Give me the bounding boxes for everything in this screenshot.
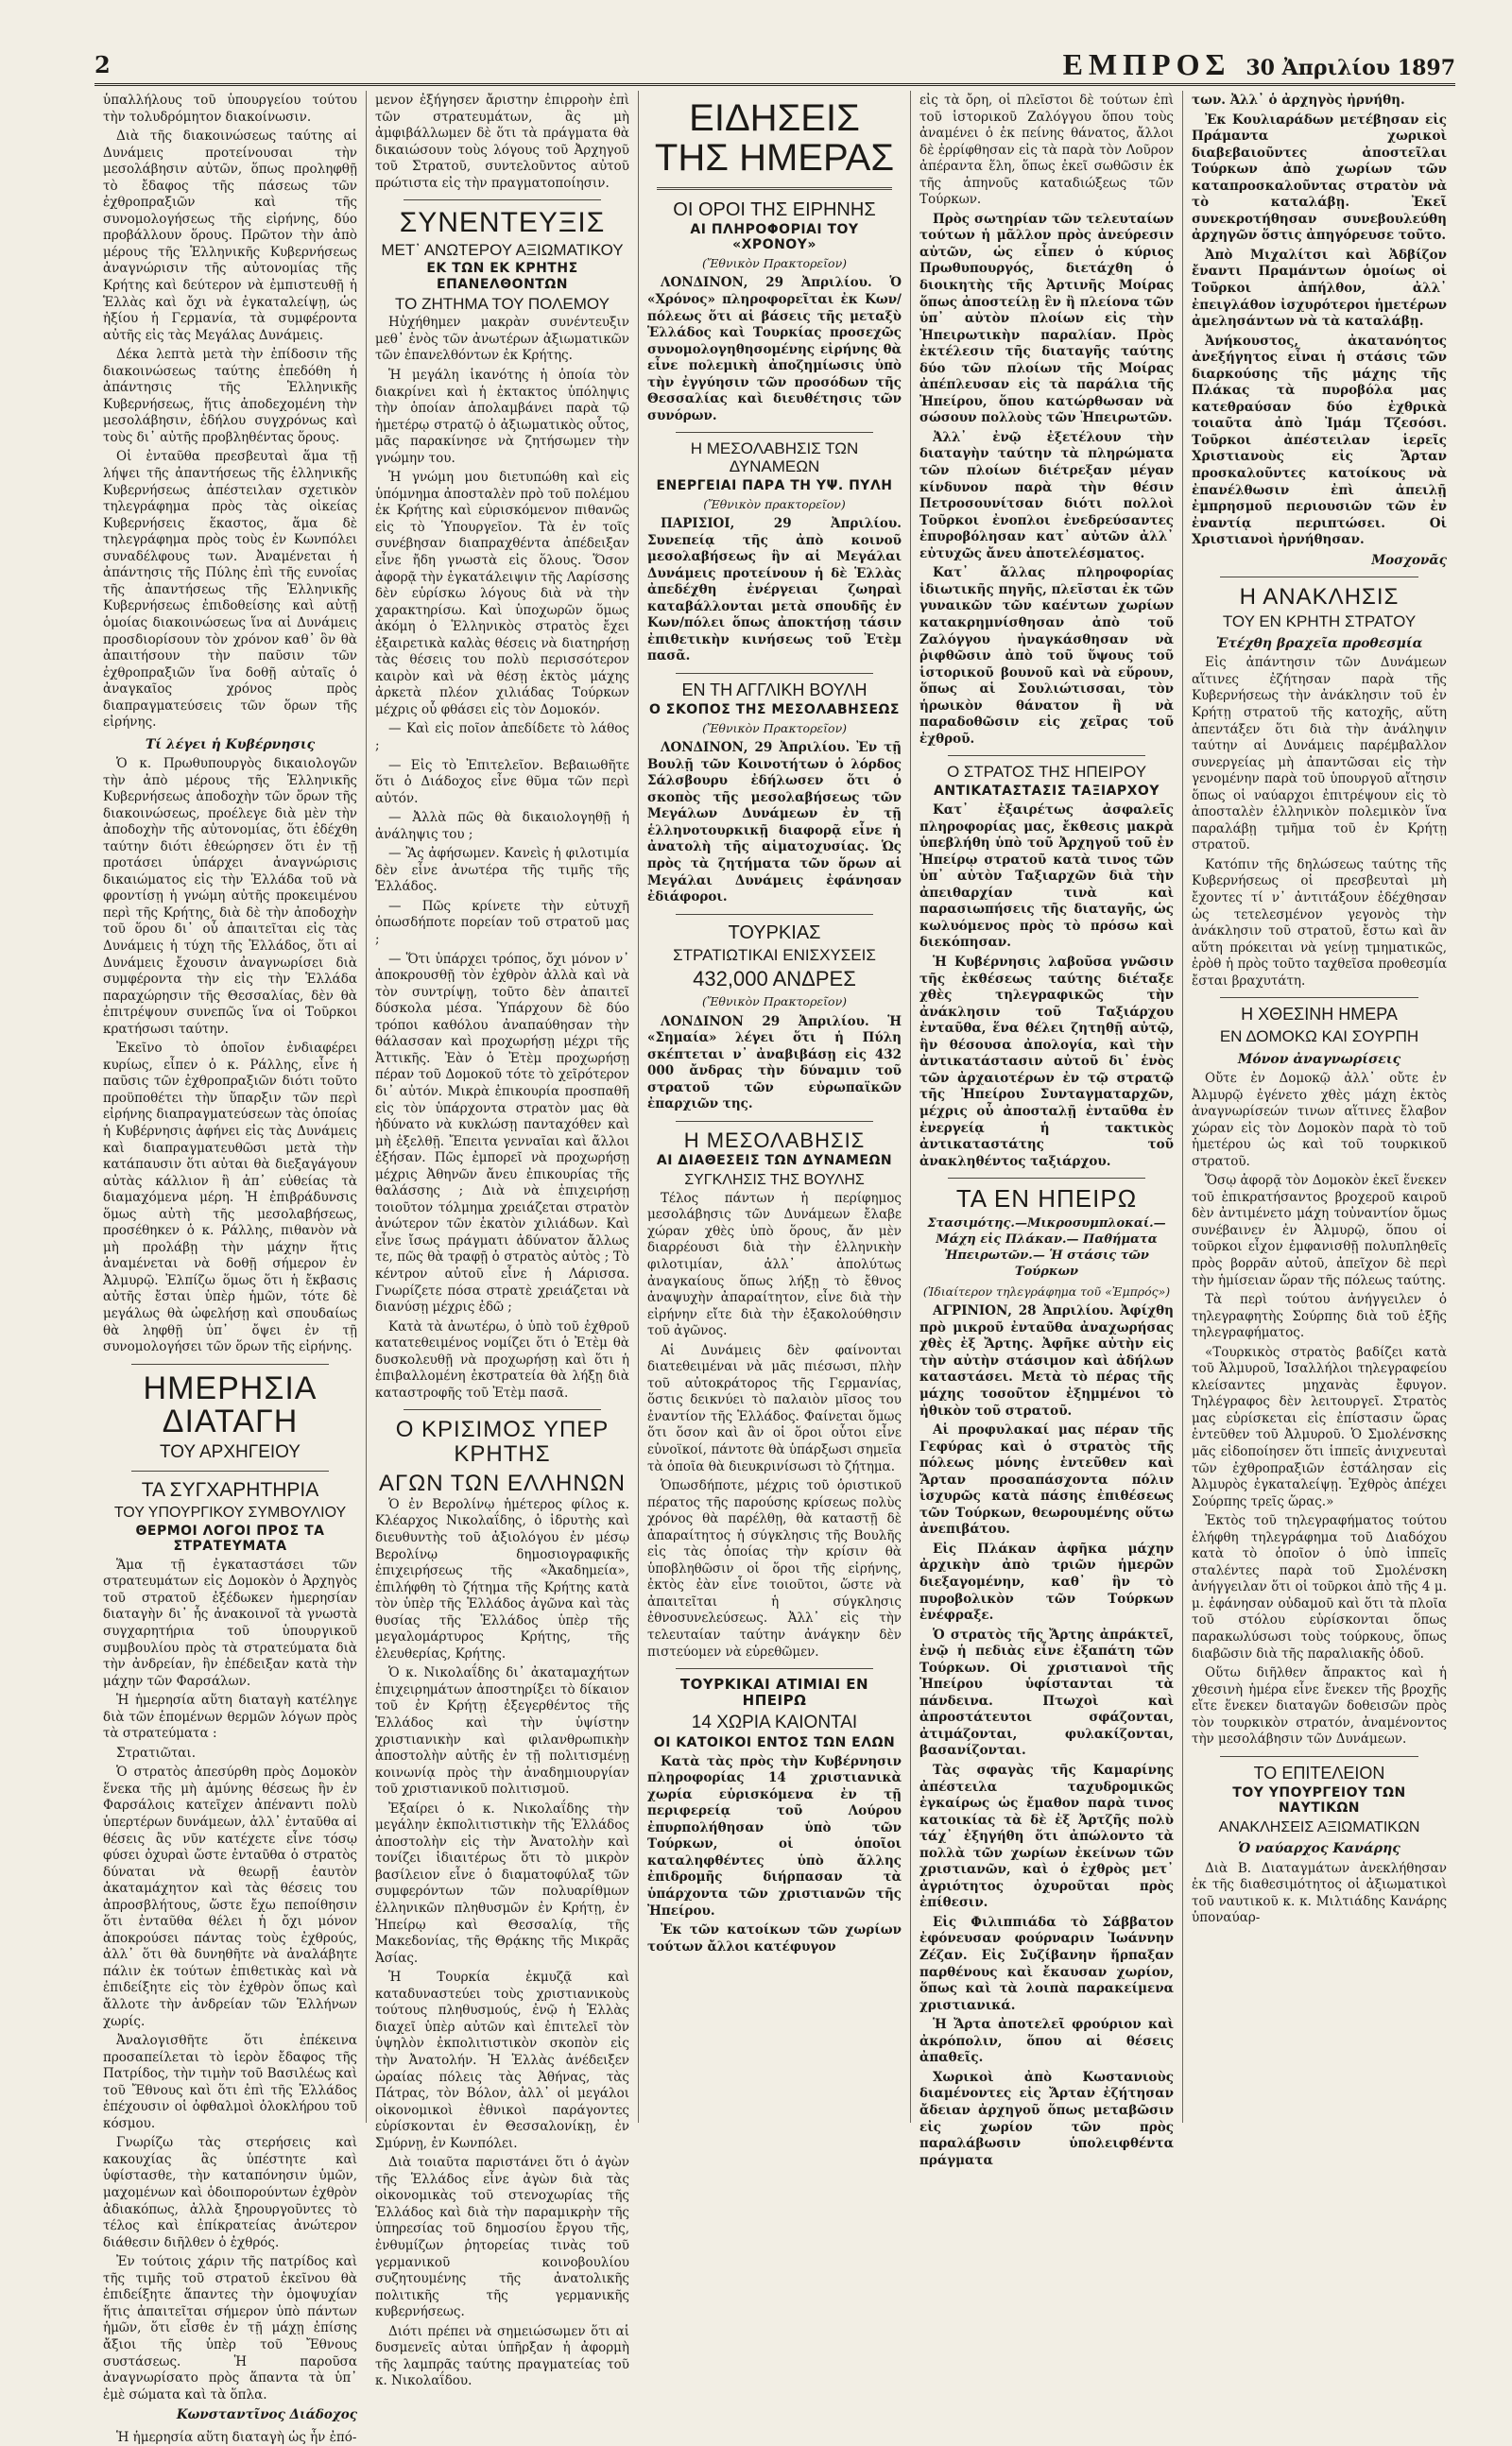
headline: ΕΚ ΤΩΝ ΕΚ ΚΡΗΤΗΣ ΕΠΑΝΕΛΘΟΝΤΩΝ	[426, 261, 578, 292]
article-paragraph: Ἀναλογισθῆτε ὅτι ἐπέκεινα προσαπείλεται τὸ ἱερὸν ἔδαφος τῆς Πατρίδος, τὴν τιμὴν τοῦ Βασιλέως καὶ τοῦ Ἔθνους καὶ ὅτι ἐπὶ τῆς Ἑλλάδος ἐπέχουσιν οἱ ὀφθαλμοὶ ὁλοκλήρου τοῦ κόσμου.	[103, 2033, 357, 2131]
headline: ΕΝΕΡΓΕΙΑΙ ΠΑΡΑ ΤΗ ΥΨ. ΠΥΛΗ	[656, 477, 893, 493]
news-source: (Ἔθνικὸν πρακτορεῖον)	[703, 496, 846, 511]
headline: ΗΜΕΡΗΣΙΑ ΔΙΑΤΑΓΗ	[143, 1369, 318, 1440]
headline: ΣΥΝΕΝΤΕΥΞΙΣ	[399, 207, 606, 239]
divider	[404, 199, 601, 200]
news-source: (Ἰδιαίτερον τηλεγράφημα τοῦ «Ἐμπρός»)	[922, 1284, 1171, 1299]
headline: Ο ΣΤΡΑΤΟΣ ΤΗΣ ΗΠΕΙΡΟΥ	[946, 763, 1147, 782]
headline: 432,000 ΑΝΔΡΕΣ	[693, 967, 856, 991]
masthead	[94, 45, 1455, 86]
headline: Ο ΚΡΙΣΙΜΟΣ ΥΠΕΡ ΚΡΗΤΗΣ	[395, 1417, 610, 1467]
page-number: 2	[94, 50, 112, 78]
article-paragraph: Πρὸς σωτηρίαν τῶν τελευταίων τούτων ἡ μᾶλλον πρὸς ἀνεύρεσιν αὐτῶν, ὡς εἶπεν ὁ κύριος Πρωθυπουργός, διετάχθη ὁ διοικητὴς τῆς Ἀρτινῆς Μοίρας ὅπως ἀποστείλῃ ἓν ἢ πλείονα τῶν ὑπ᾿ αὐτὸν πλοίων εἰς τὴν Ἠπειρωτικὴν παραλίαν. Πρὸς ἐκτέλεσιν τῆς διαταγῆς ταύτης δύο τῶν πλοίων τῆς Μοίρας ἀπέπλευσαν εἰς τὰ παράλια τῆς Ἠπείρου, ὅπου κατώρθωσαν νὰ σώσουν πολλοὺς τῶν Ἠπειρωτῶν.	[919, 211, 1174, 426]
headline: Η ΧΘΕΣΙΝΗ ΗΜΕΡΑ	[1241, 1005, 1398, 1025]
subheading: Τί λέγει ἡ Κυβέρνησις	[145, 736, 316, 752]
divider	[676, 432, 873, 433]
headline: ΑΙ ΠΛΗΡΟΦΟΡΙΑΙ ΤΟΥ «ΧΡΟΝΟΥ»	[690, 222, 859, 253]
article-paragraph: — Ἀλλὰ πῶς θὰ δικαιολογηθῇ ἡ ἀνάληψις του ;	[375, 810, 629, 842]
article-paragraph: «Τουρκικὸς στρατὸς βαδίζει κατὰ τοῦ Ἀλμυροῦ, Ἰσαλλήλοι τηλεγραφείου κλείσαντες μηχανὰς ἔφυγον. Τηλέγραφος δὲν λειτουργεῖ. Στρατὸς μας εὑρίσκεται εἰς ἐπίστασιν ὥρας ἐντεῦθεν τοῦ Ἀλμυροῦ. Ὁ Σμολένσκης μᾶς εἰδοποίησεν ὅτι ἱππεῖς ἀνιχνευταὶ τῶν ἐχθροπραξιῶν ἐστάλησαν εἰς Ἀλμυρὸς ἐγκαταλείψῃ. Ἐχθρὸς ἀπέχει Σούρπης τρεῖς ὥρας.»	[1192, 1344, 1447, 1509]
article-paragraph: Ἡ μεγάλη ἱκανότης ἡ ὁποία τὸν διακρίνει καὶ ἡ ἐκτακτος ὑπόληψις τὴν ὁποίαν ἀπολαμβάνει παρὰ τῷ ἡμετέρῳ στρατῷ ὁ ἀξιωματικὸς οὗτος, μᾶς παρακίνησε νὰ ζητήσωμεν τὴν γνώμην του.	[375, 367, 629, 466]
masthead-title	[1063, 47, 1455, 82]
column-4	[911, 91, 1183, 2168]
article-paragraph: Ηὐχήθημεν μακρὰν συνέντευξιν μεθ᾿ ἑνὸς τῶν ἀνωτέρων ἀξιωματικῶν τῶν ἐπανελθόντων ἐκ Κρήτης.	[375, 315, 629, 364]
article-paragraph: — Ἂς ἀφήσωμεν. Κανεὶς ἡ φιλοτιμία δὲν εἶνε ἀνωτέρα τῆς τιμῆς τῆς Ἑλλάδος.	[375, 846, 629, 895]
divider	[1220, 997, 1418, 998]
article-paragraph: Δέκα λεπτὰ μετὰ τὴν ἐπίδοσιν τῆς διακοινώσεως ταύτης ἐπεδόθη ἡ ἀπάντησις τῆς Ἑλληνικῆς Κυβερνήσεως, ἥτις ἀποδεχομένη τὴν μεσολάβησιν, ἐδήλου συγχρόνως καὶ τοὺς δι᾿ αὐτῆς προβληθέντας ὅρους.	[103, 347, 357, 445]
news-source: (Ἔθνικὸν Πρακτορεῖον)	[701, 256, 848, 271]
column-1	[94, 91, 367, 2445]
headline: ΣΤΡΑΤΙΩΤΙΚΑΙ ΕΝΙΣΧΥΣΕΙΣ	[673, 945, 876, 964]
article-paragraph: Ὁ κ. Νικολαΐδης δι᾿ ἀκαταμαχήτων ἐπιχειρημάτων ἀποστηρίξει τὸ δίκαιον τοῦ ἐν Κρήτῃ ἐξεγερθέντος τῆς Ἑλλάδος καὶ τὴν ὑψίστην χριστιανικὴν καὶ φιλανθρωπικὴν ἀποστολὴν αὐτῆς ἐν τῇ πολιτισμένῃ κοινωνίᾳ πρὸς τὴν ἀναδημιουργίαν τοῦ χριστιανικοῦ πολιτισμοῦ.	[375, 1665, 629, 1798]
article-paragraph: Εἰς Φιλιππιάδα τὸ Σάββατον ἐφόνευσαν φούρναριν Ἰωάννην Ζέζαν. Εἰς Συζίβανην ἥρπαξαν παρθένους καὶ ἔκαυσαν χωρίον, ὅπως καὶ τὰ λοιπὰ παρακείμενα χριστιανικά.	[919, 1914, 1174, 2013]
divider	[676, 673, 873, 674]
divider	[948, 1178, 1145, 1179]
news-source: (Ἔθνικὸν Πρακτορεῖον)	[701, 720, 848, 735]
article-paragraph: Κατὰ τὰς πρὸς τὴν Κυβέρνησιν πληροφορίας 14 χριστιανικὰ χωρία εὑρισκόμενα ἐν τῇ περιφερείᾳ τοῦ Λούρου ἐπυρπολήθησαν ὑπὸ τῶν Τούρκων, οἱ ὁποῖοι καταληφθέντες ὑπὸ ἄλλης ἐπιδρομῆς διήρπασαν τὰ ὑπάρχοντα τῶν χριστιανῶν τῆς Ἠπείρου.	[647, 1753, 902, 1919]
headline: Η ΑΝΑΚΛΗΣΙΣ	[1239, 584, 1400, 611]
subheading: Στασιμότης.—Μικροσυμπλοκαί.— Μάχη εἰς Πλάκαν.— Παθήματα Ἠπειρωτῶν.— Ἡ στάσις τῶν Τούρκων	[927, 1216, 1166, 1280]
article-paragraph: Εἰς ἀπάντησιν τῶν Δυνάμεων αἵτινες ἐζήτησαν παρὰ τῆς Κυβερνήσεως τὴν ἀνάκλησιν τοῦ ἐν Κρήτῃ στρατοῦ τῆς κατοχῆς, αὕτη ἀπεντάξεν ὅτι διὰ τὴν ἀνάληψιν ταύτην αἱ Δυνάμεις παρέμβαλλον συνεργείας μὴ ἀπαντῶσαι εἰς τὴν γενομένην παρὰ τοῦ ὑπουργοῦ αἴτησιν ὅπως οἱ ναύαρχοι ἐπιτρέψουν εἰς τὸ ἀποσταλὲν ἑλληνικὸν πολεμικὸν ἵνα παραλάβῃ τμῆμα τοῦ ἐν Κρήτῃ στρατοῦ.	[1192, 655, 1447, 853]
news-source: (Ἔθνικὸν Πρακτορεῖον)	[701, 994, 848, 1009]
article-paragraph: Ἡ ἡμερησία αὕτη διαταγὴ κατέληγε διὰ τῶν ἑπομένων θερμῶν λόγων πρὸς τὰ στρατεύματα :	[103, 1693, 357, 1742]
headline: ΕΝ ΔΟΜΟΚΩ ΚΑΙ ΣΟΥΡΠΗ	[1219, 1027, 1419, 1046]
article-paragraph: Ἡ Τουρκία ἐκμυζᾷ καὶ καταδυναστεύει τοὺς χριστιανικοὺς τούτους πληθυσμούς, ἐνῷ ἡ Ἑλλὰς διαχεῖ ὑπὲρ αὐτῶν καὶ ἐπιτελεῖ τὸν ὑψηλὸν ἐκπολιτιστικὸν σκοπὸν εἰς τὴν Ἀνατολήν. Ἡ Ἑλλὰς ἀνέδειξεν ὡραίας πόλεις τὰς Ἀθήνας, τὰς Πάτρας, τὸν Βόλον, ἀλλ᾿ οἱ μεγάλοι οἰκονομικοὶ ἐθνικοὶ παράγοντες εὑρίσκονται ἐν Θεσσαλονίκῃ, ἐν Σμύρνῃ, ἐν Κωνπόλει.	[375, 1970, 629, 2151]
subheading: Ὁ ναύαρχος Κανάρης	[1238, 1841, 1400, 1857]
article-paragraph: — Εἰς τὸ Ἐπιτελεῖον. Βεβαιωθῆτε ὅτι ὁ Διάδοχος εἶνε θῦμα τῶν περὶ αὐτόν.	[375, 757, 629, 806]
article-paragraph: Χωρικοὶ ἀπὸ Κωστανιοὺς διαμένοντες εἰς Ἄρταν ἐζήτησαν ἄδειαν ἀρχηγοῦ ὅπως μεταβῶσιν εἰς χωρίον τῶν πρὸς παραλάβωσιν ὑπολειφθέντα πράγματα	[919, 2069, 1174, 2168]
headline: ΑΓΩΝ ΤΩΝ ΕΛΛΗΝΩΝ	[379, 1470, 626, 1496]
article-paragraph: — Πῶς κρίνετε τὴν εὐτυχῆ ὁπωσδήποτε πορείαν τοῦ στρατοῦ μας ;	[375, 898, 629, 948]
article-paragraph: Κατ᾿ ἄλλας πληροφορίας ἰδιωτικῆς πηγῆς, πλεῖσται ἐκ τῶν γυναικῶν τῶν καέντων χωρίων κατακρημνίσθησαν ἀπὸ τοῦ Ζαλόγγου ἠναγκάσθησαν νὰ ῥιφθῶσιν ἀπὸ τοῦ ὕψους τοῦ ἱστορικοῦ βουνοῦ καὶ νὰ εὕρουν, ὅπως αἱ Σουλιώτισσαι, τὸν ἡρωικὸν θάνατον ἢ νὰ παραδοθῶσιν εἰς χεῖρας τοῦ ἐχθροῦ.	[919, 565, 1174, 747]
article-paragraph: Ἡ γνώμη μου διετυπώθη καὶ εἰς ὑπόμνημα ἀποσταλὲν πρὸ τοῦ πολέμου ἐκ Κρήτης καὶ εὑρισκόμενον πιθανῶς εἰς τὸ Ὑπουργεῖον. Τὰ ἐν τοῖς συνέβησαν διαπραχθέντα ἀπέδειξαν εἶνε ἤδη γνωστὰ εἰς ὅλους. Ὅσον ἀφορᾷ τὴν ἐγκατάλειψιν τῆς Λαρίσσης δὲν εὑρίσκω λόγους διὰ νὰ τὴν χαρακτηρίσω. Καὶ ὑποχωρῶν ὅμως ἀκόμη ὁ Ἑλληνικὸς στρατὸς ἔχει ἐξαιρετικὰ καλὰς θέσεις νὰ διατηρήσῃ τὰς θέσεις του πολὺ περισσότερον καιρὸν καὶ νὰ θέσῃ ἐκτὸς μάχης ἀρκετὰ πλέον χιλιάδας Τούρκων μέχρις οὗ φθάσει εἰς τὸν Δομοκόν.	[375, 470, 629, 717]
article-paragraph: Ὁ στρατὸς τῆς Ἄρτης ἀπράκτεῖ, ἐνῷ ἡ πεδιὰς εἶνε ἐξαπάτη τῶν Τούρκων. Οἱ χριστιανοὶ τῆς Ἠπείρου ὑφίστανται τὰ πάνδεινα. Πτωχοὶ καὶ ἀπροστάτευτοι σφάζονται, ἀτιμάζονται, φυλακίζονται, βασανίζονται.	[919, 1627, 1174, 1759]
headline: ΑΙ ΔΙΑΘΕΣΕΙΣ ΤΩΝ ΔΥΝΑΜΕΩΝ	[656, 1153, 893, 1169]
article-paragraph: ΑΓΡΙΝΙΟΝ, 28 Ἀπριλίου. Ἀφίχθη πρὸ μικροῦ ἐνταῦθα ἀναχωρήσας χθὲς ἐξ Ἄρτης. Ἀφῆκε αὐτὴν εἰς τὴν αὐτὴν στάσιμον καὶ ἀδήλων καταστάσει. Μετὰ τὸ πέρας τῆς μάχης τοσοῦτον ἐξημμένοι τὸ ἠθικὸν τοῦ στρατοῦ.	[919, 1303, 1174, 1419]
issue-date: 30 Ἀπριλίου 1897	[1246, 55, 1455, 80]
article-paragraph: Οὔτε ἐν Δομοκῷ ἀλλ᾿ οὔτε ἐν Ἀλμυρῷ ἐγένετο χθὲς μάχη ἐκτὸς ἀναγνωρίσεών τινων αἵτινες ἔλαβον χώραν εἰς τὸν Δομοκὸν παρὰ τὸ τοῦ ἡμετέρου ὡς καὶ τοῦ τουρκικοῦ στρατοῦ.	[1192, 1070, 1447, 1169]
article-paragraph: Ἐκ Κουλιαράδων μετέβησαν εἰς Πράμαντα χωρικοὶ διαβεβαιοῦντες ἀποστεῖλαι Τούρκων ἀπὸ χωρίων τῶν καταπροσκαλοῦντας στρατὸν νὰ τὸ καταλάβῃ. Ἐκεῖ συνεκροτήθησαν συνεβουλεύθη ἀρχηγῶν ὅστις ἀπηγόρευσε τοῦτο.	[1192, 112, 1447, 244]
article-paragraph: Ἀλλ᾿ ἐνῷ ἐξετέλουν τὴν διαταγὴν ταύτην τὰ πληρώματα τῶν πλοίων διέτρεξαν μέγαν κίνδυνον παρὰ τὴν θέσιν Πετροσουνίτσαν διότι πολλοὶ Τοῦρκοι ἐνοπλοι ἐνεδρεύσαντες ἐπυροβόλησαν κατ᾿ αὐτῶν ἀλλ᾿ εὐτυχῶς ἄνευ ἀποτελέσματος.	[919, 429, 1174, 561]
article-paragraph: Οὕτω διῆλθεν ἄπρακτος καὶ ἡ χθεσινὴ ἡμέρα εἶνε ἕνεκεν τῆς βροχῆς εἴτε ἕνεκεν διαταγῶν δοθεισῶν πρὸς τὸν τουρκικὸν στρατόν, ἀναμένοντος τὴν μεσολάβησιν τῶν Δυνάμεων.	[1192, 1665, 1447, 1748]
article-paragraph: Διὰ Β. Διαταγμάτων ἀνεκλήθησαν ἐκ τῆς διαθεσιμότητος οἱ ἀξιωματικοὶ τοῦ ναυτικοῦ κ. κ. Μιλτιάδης Κανάρης ὑποναύαρ-	[1192, 1860, 1447, 1926]
article-paragraph: ὑπαλλήλους τοῦ ὑπουργείου τούτου τὴν τολυδρόμητον διακοίνωσιν.	[103, 93, 357, 125]
article-paragraph: Ὁ στρατὸς ἀπεσύρθη πρὸς Δομοκὸν ἕνεκα τῆς μὴ ἀμύνης θέσεως ἣν ἐν Φαρσάλοις κατεῖχεν ἀπέναντι πολὺ ὑπερτέρων δυνάμεων, ἀλλ᾿ ἐνταῦθα αἱ θέσεις ἂς νῦν κατέχετε εἶνε τόσῳ φύσει ὀχυραὶ ὥστε ἐνταῦθα ὁ στρατὸς δύναται νὰ θεωρῇ ἑαυτὸν ἀκαταμάχητον καὶ τὰς θέσεις του ἀπροσβλήτους, ὥστε ἔχω πεποίθησιν ὅτι ἐνταῦθα θέλει ἡ ὄχι μόνον ἀποκρούσει πάντας τοὺς ἐχθρούς, ἀλλ᾿ ὅτι θὰ δυνηθῆτε νὰ ἀναλάβητε πάλιν ἐκ τούτων ἐπιθετικὰς καὶ νὰ ἐπιδείξητε εἰς τὸν ἐχθρὸν ὅπως καὶ ἄλλοτε τὴν ἀνδρείαν τῶν Ἑλλήνων χωρίς.	[103, 1765, 357, 2029]
article-paragraph: Διὰ τῆς διακοινώσεως ταύτης αἱ Δυνάμεις προτείνουσαι τὴν μεσολάβησιν αὐτῶν, ὅπως προληφθῇ τὸ ἔδαφος τῆς πάσεως τῶν ἐχθροπραξιῶν καὶ τῆς συνομολογήσεως τῆς εἰρήνης, δύο προβάλλουν ὅρους. Πρῶτον τὴν ἀπὸ μέρους τῆς Ἑλληνικῆς Κυβερνήσεως ἀναγνώρισιν τῆς αὐτονομίας τῆς Κρήτης καὶ δεύτερον νὰ ἐμπιστευθῇ ἡ Ἑλλὰς καὶ ὄχι νὰ ἐγκαταλείψῃ, ὡς ἠξίου ἡ Γερμανία, τὰ συμφέροντα αὐτῆς εἰς τὰς Μεγάλας Δυνάμεις.	[103, 129, 357, 343]
headline: ΤΟΥ ΥΠΟΥΡΓΕΙΟΥ ΤΩΝ ΝΑΥΤΙΚΩΝ	[1232, 1784, 1406, 1816]
article-paragraph: Ἐν τούτοις χάριν τῆς πατρίδος καὶ τῆς τιμῆς τοῦ στρατοῦ ἐκεῖνου θὰ ἐπιδείξητε ἅπαντες τὴν ὁμοψυχίαν ἥτις ἀπαιτεῖται σήμερον ὑπὸ πάντων ἡμῶν, ὅτι εἶσθε ἐν τῇ μάχῃ ἐπίσης ἄξιοι τῆς ὑπὲρ τοῦ Ἔθνους συστάσεως. Ἡ παροῦσα ἀναγνωρίσατο πρὸς ἅπαντα τὰ ὑπ᾿ ἐμὲ σώματα καὶ τὰ ὅπλα.	[103, 2254, 357, 2403]
subheading: Μόνον ἀναγνωρίσεις	[1237, 1051, 1401, 1067]
headline: ΤΟΥΡΚΙΑΣ	[728, 922, 821, 943]
article-paragraph: Ὁ ἐν Βερολίνῳ ἡμέτερος φίλος κ. Κλέαρχος Νικολαΐδης, ὁ ἱδρυτὴς καὶ διευθυντὴς τοῦ ἀξιολόγου ἐν μέσῳ Βερολίνῳ δημοσιογραφικῆς ἐπιχειρήσεως τῆς «Ἀκαδημεία», ἐπιλήφθη τὸ ζήτημα τῆς Κρήτης κατὰ τὸν ὑπὲρ τῆς Ἑλλάδος ἀγῶνα καὶ τὰς θυσίας τῆς Ἑλλάδος ὑπὲρ τῆς μεγαλομάρτυρος Κρήτης, τῆς ἐλευθερίας, Κρήτης.	[375, 1496, 629, 1662]
article-paragraph: Τέλος πάντων ἡ περίφημος μεσολάβησις τῶν Δυνάμεων ἔλαβε χώραν χθὲς ὑπὸ ὅρους, ἄν μὲν διαρρέουσι διὰ τὴν ἑλληνικὴν φιλοτιμίαν, ἀλλ᾿ ἀπολύτως ἀναγκαίους ὅπως λήξῃ τὸ ἔθνος ἀναψυχὴν ἀπαραίτητον, εἶνε διὰ τὴν εἰρήνην εἴτε διὰ τὴν ἐξακολούθησιν τοῦ ἀγῶνος.	[647, 1190, 902, 1339]
article-paragraph: Στρατιῶται.	[116, 1745, 197, 1761]
article-paragraph: Αἱ Δυνάμεις δὲν φαίνονται διατεθειμέναι νὰ μᾶς πιέσωσι, πλὴν τοῦ αὐτοκράτορος τῆς Γερμανίας, ὅστις δεικνύει τὸ παλαιὸν μῖσος του ἐναντίον τῆς Ἑλλάδος. Φαίνεται ὅμως ὅτι ὅσον καὶ ἂν οἱ ὅροι οὗτοι εἶνε εὐνοϊκοί, πάντοτε θὰ ὑπάρξωσι σημεῖα τὰ ὁποῖα θὰ διευκρινίσωσι τὸ ζήτημα.	[647, 1342, 902, 1474]
headline: ΘΕΡΜΟΙ ΛΟΓΟΙ ΠΡΟΣ ΤΑ ΣΤΡΑΤΕΥΜΑΤΑ	[135, 1523, 325, 1554]
article-paragraph: ΛΟΝΔΙΝΟΝ, 29 Ἀπριλίου. Ὁ «Χρόνος» πληροφορεῖται ἐκ Κων/πόλεως ὅτι αἱ βάσεις τῆς μεταξὺ Ἑλλάδος καὶ Τουρκίας προσεχῶς συνομολογηθησομένης εἰρήνης θὰ εἶνε πολεμικὴ ἀποζημίωσις ὑπὸ τὴν ἐγγύησιν τῶν προσόδων τῆς Θεσσαλίας καὶ διευθέτησις τῶν συνόρων.	[647, 275, 902, 423]
article-paragraph: Κατόπιν τῆς δηλώσεως ταύτης τῆς Κυβερνήσεως οἱ πρεσβευταὶ μὴ ἔχοντες τί ν᾿ ἀντιτάξουν ἐδέχθησαν ὡς τετελεσμένον γεγονὸς τὴν ἀνάκλησιν τοῦ στρατοῦ, ἔστω καὶ ἂν αὕτη πρόκειται νὰ γείνῃ τμηματικῶς, ἐρὸθ ἡ πρὸς τοῦτο ταχθεῖσα προθεσμία ἔσται βραχυτάτη.	[1192, 856, 1447, 989]
article-paragraph: Ἐκεῖνο τὸ ὁποῖον ἐνδιαφέρει κυρίως, εἶπεν ὁ κ. Ράλλης, εἶνε ἡ παῦσις τῶν ἐχθροπραξιῶν διότι τοῦτο προϋποθέτει τὴν ὕπαρξιν τῶν περὶ εἰρήνης διαπραγματεύσεων τὰς ὁποίας ἡ Κυβέρνησις ἀφήνει εἰς τὰς Δυνάμεις καὶ διαπραγματευθῶσι μετὰ τὴν κατάπαυσιν ὅτι αὐται θὰ διεξαγάγουν αὐτὰς κάλλιον ἢ ἀπ᾿ εὐθείας τὰ διαμαχόμενα μέρη. Ἡ ἐπιβράδυνσις ὅμως αὐτὴ τῆς μεσολαβήσεως, προσέθηκεν ὁ κ. Ράλλης, πιθανὸν νὰ μὴ προλάβῃ τὴν μάχην ἥτις ἀναμένεται νὰ δοθῇ σήμερον ἐν Ἀλμυρῷ. Ἐλπίζω ὅμως ὅτι ἡ ἔκβασις αὐτῆς ἔσται ὑπὲρ ἡμῶν, τότε δὲ μεγάλως θὰ ὠφελήσῃ καὶ σπουδαίως θὰ ληφθῇ ὑπ᾿ ὄψει ἐν τῇ συνομολογήσει τῶν ὅρων τῆς εἰρήνης.	[103, 1041, 357, 1355]
article-paragraph: Διὰ τοιαῦτα παριστάνει ὅτι ὁ ἀγὼν τῆς Ἑλλάδος εἶνε ἀγὼν διὰ τὰς οἰκονομικὰς τοῦ στενοχωρίας τῆς Ἑλλάδος καὶ διὰ τὴν παραμικρὴν τῆς ὑπηρεσίας τοῦ δημοσίου ἔργου τῆς, ἐνθυμίζων ῥητορείας τινὰς τοῦ γερμανικοῦ κοινοβουλίου συζητουμένης τῆς ἀνατολικῆς πολιτικῆς τῆς γερμανικῆς κυβερνήσεως.	[375, 2155, 629, 2320]
article-paragraph: Ἅμα τῇ ἐγκαταστάσει τῶν στρατευμάτων εἰς Δομοκὸν ὁ Ἀρχηγὸς τοῦ στρατοῦ ἐξέδωκεν ἡμερησίαν διαταγὴν δι᾿ ἧς ἀνακοινοῖ τὰ γνωστὰ συγχαρητήρια τοῦ ὑπουργικοῦ συμβουλίου πρὸς τὰ στρατεύματα διὰ τὴν ἀνδρείαν, ἣν ἐπέδειξαν κατὰ τὴν μάχην τῶν Φαρσάλων.	[103, 1557, 357, 1689]
article-paragraph: Τὰ περὶ τούτου ἀνήγγειλεν ὁ τηλεγραφητὴς Σούρπης διὰ τοῦ ἑξῆς τηλεγραφήματος.	[1192, 1292, 1447, 1341]
article-paragraph: Γνωρίζω τὰς στερήσεις καὶ κακουχίας ἃς ὑπέστητε καὶ ὑφίστασθε, τὴν καταπόνησιν ὑμῶν, μαχομένων καὶ ὁδοιπορούντων ἐχθρὸν ἀδιακόπως, ἀλλὰ ξηρουργοῦντες τὸ τέλος καὶ ἐπίκρατείας ἀνώτερον διάθεσιν διῆλθεν ὁ ἐχθρός.	[103, 2135, 357, 2250]
divider	[657, 187, 892, 190]
headline: Η ΜΕΣΟΛΑΒΗΣΙΣ	[683, 1128, 866, 1153]
article-paragraph: Ἡ Ἄρτα ἀποτελεῖ φρούριον καὶ ἀκρόπολιν, ὅπου αἱ θέσεις ἀπαθεῖς.	[919, 2017, 1174, 2066]
article-paragraph: Ἐκ τῶν κατοίκων τῶν χωρίων τούτων ἄλλοι κατέφυγον	[647, 1922, 902, 1955]
article-paragraph: εἰς τὰ ὄρη, οἱ πλεῖστοι δὲ τούτων ἐπὶ τοῦ ἱστορικοῦ Ζαλόγγου ὅπου τοὺς ἀναμένει ὁ ἐκ πείνης θάνατος, ἄλλοι δὲ ἐρρίφθησαν εἰς τὰ παρὰ τὸν Λοῦρον ἀπέραντα ἕλη, ὅπως ἐκεῖ σωθῶσιν ἐκ τῆς ἀπηνοῦς καταδιώξεως τῶν Τούρκων.	[919, 93, 1174, 208]
article-paragraph: Διότι πρέπει νὰ σημειώσωμεν ὅτι αἱ δυσμενεῖς αὐται ὑπῆρξαν ἡ ἀφορμὴ τῆς λαμπρᾶς ταύτης πραγματείας τοῦ κ. Νικολαΐδου.	[375, 2323, 629, 2389]
article-paragraph: ΠΑΡΙΣΙΟΙ, 29 Ἀπριλίου. Συνεπείᾳ τῆς ἀπὸ κοινοῦ μεσολαβήσεως ἣν αἱ Μεγάλαι Δυνάμεις προτείνουν ἡ δὲ Ἑλλὰς ἀπεδέχθη ἐνέργειαι ζωηραὶ καταβάλλονται μετὰ σπουδῆς ἐν Κων/πόλει ὅπως ἀποκτήσῃ τάσιν ἐπιθετικὴν κινήσεως τοῦ Ἐτὲμ πασᾶ.	[647, 516, 902, 664]
headline: ΟΙ ΟΡΟΙ ΤΗΣ ΕΙΡΗΝΗΣ	[673, 199, 876, 220]
article-paragraph: — Ὅτι ὑπάρχει τρόπος, ὄχι μόνον ν᾿ ἀποκρουσθῇ τὸν ἐχθρὸν ἀλλὰ καὶ νὰ τὸν συντρίψῃ, τοῦτο δὲν ἀπαιτεῖ δύσκολα μέσα. Ὑπάρχουν δὲ δύο τρόποι καθόλου ἀναπαύθησαν τὴν θάλασσαν καὶ προχωρήσῃ μέχρι τῆς Ἀττικῆς. Ἐὰν ὁ Ἐτὲμ προχωρήσῃ πέραν τοῦ Δομοκοῦ τότε τὸ χεῖρότερον δι᾿ αὐτόν. Μικρὰ ἐπικουρία προσπαθῆ εἰς τὸν ὑπάρχοντα στρατὸν μας θὰ ἠδύνατο νὰ κυκλώσῃ πανταχόθεν καὶ μὴ ἐξελθῇ. Ἔπειτα γενναῖαι καὶ ἄλλοι ἐξήσαν. Πῶς ἐμπορεῖ νὰ προχωρήσῃ μέχρις Ἀθηνῶν ἄνευ ἐπικουρίας τῆς θαλάσσης ; Διὰ νὰ ἐπιχειρήσῃ τοιοῦτον τόλμημα χρειάζεται στρατὸν ἀνώτερον τῶν ἑκατὸν χιλιάδων. Καὶ εἶνε ἴσως πράγματι ἀδύνατον ἄλλως τε, πῶς θὰ τραφῇ ὁ στρατὸς αὐτὸς ; Τὸ κέντρον αὐτοῦ εἶνε ἡ Λάρισσα. Γνωρίζετε πόσα στρατὲ χρειάζεται νὰ διανύσῃ μέχρις ἐδῶ ;	[375, 951, 629, 1316]
article-paragraph: μενον ἐξήγησεν ἄριστην ἐπιρροὴν ἐπὶ τῶν στρατευμάτων, ἂς μὴ ἀμφιβάλλωμεν δὲ ὅτι τὰ πράγματα θὰ δικαιώσουν τοὺς λόγους τοῦ Ἀρχηγοῦ τοῦ Στρατοῦ, συντελοῦντος αὐτοῦ πρώτιστα εἰς τὴν πραγματοποίησιν.	[375, 93, 629, 191]
headline: ΤΟ ΖΗΤΗΜΑ ΤΟΥ ΠΟΛΕΜΟΥ	[395, 294, 610, 313]
subheading: Ἐτέχθη βραχεῖα προθεσμία	[1215, 636, 1423, 652]
headline: 14 ΧΩΡΙΑ ΚΑΙΟΝΤΑΙ	[691, 1712, 858, 1732]
headline: ΑΝΑΚΛΗΣΕΙΣ ΑΞΙΩΜΑΤΙΚΩΝ	[1218, 1818, 1420, 1835]
article-paragraph: Κατ᾿ ἐξαιρέτως ἀσφαλεῖς πληροφορίας μας, ἔκθεσις μακρὰ ὑπεβλήθη ὑπὸ τοῦ Ἀρχηγοῦ τοῦ ἐν Ἠπείρῳ στρατοῦ κατὰ τινος τῶν ὑπ᾿ αὐτὸν Ταξιαρχῶν διὰ τὴν ἀπειθαρχίαν τινὰ καὶ παρασιωπήσεις τῆς διαταγῆς, ὡς κωλυόμενος πρὸς τὸ πρόσω καὶ διεκόπησαν.	[919, 802, 1174, 951]
headline: ΣΥΓΚΛΗΣΙΣ ΤΗΣ ΒΟΥΛΗΣ	[684, 1172, 865, 1189]
signature: Κωνσταντῖνος Διάδοχος	[176, 2407, 357, 2423]
article-paragraph: Ἡ ἡμερησία αὕτη διαταγὴ ὡς ἦν ἐπό-	[116, 2429, 357, 2445]
article-paragraph: Ἐκτὸς τοῦ τηλεγραφήματος τούτου ἐλήφθη τηλεγράφημα τοῦ Διαδόχου κατὰ τὸ ὁποῖον ὁ ὑπὸ ἱππεῖς σταλέντες παρὰ τοῦ Σμολένσκη ἀνήγγειλαν ὅτι οἱ τοῦρκοι ἀπὸ τῆς 4 μ. μ. ἐφάνησαν οὐδαμοῦ καὶ ὅτι τὰ πλοῖα τοῦ στόλου εὑρίσκονται ὅπως παρακωλύσωσι τοὺς τούρκους, ὅπως διαβῶσιν διὰ τῆς παραλιακῆς ὁδοῦ.	[1192, 1513, 1447, 1662]
headline: ΤΑ ΣΥΓΧΑΡΗΤΗΡΙΑ	[141, 1478, 319, 1501]
column-2	[367, 91, 639, 2389]
section-title: ΕΙΔΗΣΕΙΣ ΤΗΣ ΗΜΕΡΑΣ	[654, 97, 895, 179]
article-paragraph: Οἱ ἐνταῦθα πρεσβευταὶ ἅμα τῇ λήψει τῆς ἀπαντήσεως τῆς ἑλληνικῆς Κυβερνήσεως ἀπέστειλαν σχετικὸν τηλεγράφημα πρὸς τὰς οἰκείας Κυβερνήσεις ἕκαστος, ἅμα δὲ τηλεγράφημα πρὸς τοὺς ἐν Κωνπόλει συναδέλφους των. Ἀναμένεται ἡ ἀπάντησις τῆς Πύλης ἐπὶ τῆς ευνοΐας τῆς ἀπαντήσεως τῆς Ἑλληνικῆς Κυβερνήσεως ἐπιδοθείσης καὶ αὐτῇ ὁμοίας διακοινώσεως ἵνα αἱ Δυνάμεις προσδιορίσουν τὸν χρόνον καθ᾿ ὃν θὰ ἀπαιτήσουν τὴν παῦσιν τῶν ἐχθροπραξιῶν ἵνα δοθῇ αὐταῖς ὁ ἀναγκαῖος χρόνος πρὸς διαπραγματεύσεις τῶν ὅρων τῆς εἰρήνης.	[103, 449, 357, 731]
article-paragraph: Εἰς Πλάκαν ἀφῆκα μάχην ἀρχικὴν ἀπὸ τριῶν ἡμερῶν διεξαγομένην, καθ᾿ ἣν τὸ πυροβολικὸν τῶν Τούρκων ἐνέφραξε.	[919, 1541, 1174, 1624]
headline: ΑΝΤΙΚΑΤΑΣΤΑΣΙΣ ΤΑΞΙΑΡΧΟΥ	[934, 784, 1160, 800]
article-paragraph: — Καὶ εἰς ποῖον ἀπεδίδετε τὸ λάθος ;	[375, 721, 629, 754]
article-paragraph: ΛΟΝΔΙΝΟΝ 29 Ἀπριλίου. Ἡ «Σημαία» λέγει ὅτι ἡ Πύλη σκέπτεται ν᾿ ἀναβιβάσῃ εἰς 432 000 ἄνδρας τὴν δύναμιν τοῦ στρατοῦ τῶν εὐρωπαϊκῶν ἐπαρχιῶν της.	[647, 1013, 902, 1112]
newspaper-columns	[94, 91, 1455, 2445]
article-paragraph: Ὅσῳ ἀφορᾷ τὸν Δομοκὸν ἐκεῖ ἕνεκεν τοῦ ἐπικρατήσαντος βροχεροῦ καιροῦ δὲν ἀντιμένετο μάχη τοὐναντίον ὅμως συνέβαινεν ἐν Ἀλμυρῷ, ὅπου οἱ τοῦρκοι εἶχον ἐμφανισθῇ πολυπληθεῖς πρὸς βορρᾶν αὐτοῦ, ἀπεῖχον δὲ περὶ τὴν ἡμίσειαν ὥραν τῆς πόλεως ταύτης.	[1192, 1173, 1447, 1288]
headline: Ο ΣΚΟΠΟΣ ΤΗΣ ΜΕΣΟΛΑΒΗΣΕΩΣ	[649, 701, 900, 717]
article-paragraph: Ἀπὸ Μιχαλίτσι καὶ Ἀδβίζον ἔναντι Πραμάντων ὁμοίως οἱ Τοῦρκοι ἀπήλθον, ἀλλ᾿ ἐπειγλάθον ἰσχυρότεροι ἡμετέρων ἀμελησάντων νὰ τὰ καταλάβῃ.	[1192, 247, 1447, 330]
article-paragraph: Ὁ κ. Πρωθυπουργὸς δικαιολογῶν τὴν ἀπὸ μέρους τῆς Ἑλληνικῆς Κυβερνήσεως ἀποδοχὴν τῶν ὅρων τῆς διακοινώσεως, προέλεγε διὰ μὲν τὴν ἀποδοχὴν τῆς αὐτονομίας, ὅτι ἐδέχθη ταύτην διότι ἐθεώρησεν ὅτι ἐν τῇ προτάσει ὑπάρχει ἀναγνώρισις δικαιώματος εἰς τὴν Ἑλλάδα τοῦ νὰ φροντίσῃ ἡ γνώμη αὐτῆς προκειμένου περὶ τῆς Κρήτης, διὰ δὲ τὴν ἀποδοχὴν τοῦ ὅρου δι᾿ οὗ ἀπαιτεῖται εἰς τὰς Δυνάμεις ἡ τύχη τῆς Ἑλλάδος, ὅτι αἱ Δυνάμεις ἔχουσιν ἀναγνωρίσει διὰ συμφέροντα τὴν εἰς τὴν Ἑλλάδα παραχώρησιν τῆς Θεσσαλίας, δὲν θὰ ἐπιτρέψουν συνεπῶς ἵνα οἱ Τοῦρκοι κρατήσωσι ταύτην.	[103, 755, 357, 1037]
article-paragraph: ΛΟΝΔΙΝΟΝ, 29 Ἀπριλίου. Ἐν τῇ Βουλῇ τῶν Κοινοτήτων ὁ λόρδος Σάλσβουρυ ἐδήλωσεν ὅτι ὁ σκοπὸς τῆς μεσολαβήσεως τῶν Μεγάλων Δυνάμεων ἐν τῇ ἑλληνοτουρκικῇ διαφορᾷ εἶνε ἡ ἀνατολὴ τῆς αἱματοχυσίας. Ὡς πρὸς τὰ ζητήματα τῶν ὅρων αἱ Μεγάλαι Δυνάμεις ἐφάνησαν ἐδιάφοροι.	[647, 740, 902, 905]
headline: ΤΟ ΕΠΙΤΕΛΕΙΟΝ	[1253, 1763, 1385, 1783]
article-paragraph: Αἱ προφυλακαί μας πέραν τῆς Γεφύρας καὶ ὁ στρατὸς τῆς πόλεως μόνης ἐντεῦθεν καὶ Ἄρταν προσαπάσχοντα πόλιν ἰσχυρῶς κατὰ πάσης ἐπιθέσεως τῶν Τούρκων, θεωρουμένης οὕτω ἀνεπιβάτου.	[919, 1422, 1174, 1538]
divider	[676, 1121, 873, 1122]
divider	[404, 1409, 601, 1410]
divider	[1220, 1756, 1418, 1757]
signature: Μοσχονᾶς	[1371, 552, 1447, 568]
column-3	[639, 91, 911, 2123]
article-paragraph: των. Ἀλλ᾿ ὁ ἀρχηγὸς ἠρνήθη.	[1192, 93, 1405, 108]
headline: ΤΟΥΡΚΙΚΑΙ ΑΤΙΜΙΑΙ ΕΝ ΗΠΕΙΡΩ	[679, 1676, 869, 1710]
headline: ΟΙ ΚΑΤΟΙΚΟΙ ΕΝΤΟΣ ΤΩΝ ΕΛΩΝ	[653, 1734, 896, 1750]
article-paragraph: Τὰς σφαγὰς τῆς Καμαρίνης ἀπέστειλα ταχυδρομικῶς ἐγκαίρως ὡς ἔμαθον παρὰ τινος κατοικίας τὰ δὲ ἐξ Ἀρτζῆς πολὺ τάχ᾿ ἐξηγήθη ὅτι ἀπώλοντο τὰ πολλὰ τῶν χωρίων ἐκείνων τῶν χριστιανῶν, καὶ ὁ ἐχθρὸς μετ᾿ ἀγριότητος ὀχυροῦται πρὸς ἐπίθεσιν.	[919, 1763, 1174, 1911]
headline: Η ΜΕΣΟΛΑΒΗΣΙΣ ΤΩΝ ΔΥΝΑΜΕΩΝ	[690, 439, 859, 476]
headline: ΤΟΥ ΑΡΧΗΓΕΙΟΥ	[160, 1442, 301, 1463]
article-paragraph: Κατὰ τὰ ἀνωτέρω, ὁ ὑπὸ τοῦ ἐχθροῦ κατατεθειμένος νομίζει ὅτι ὁ Ἐτὲμ θὰ δυσκολευθῇ νὰ προχωρήσῃ καὶ ὅτι ἡ ἐπιβαλλομένη ἐκστρατεία θὰ λήξῃ διὰ καταστροφῆς τοῦ Ἐτὲμ πασᾶ.	[375, 1318, 629, 1401]
headline: ΜΕΤ᾿ ΑΝΩΤΕΡΟΥ ΑΞΙΩΜΑΤΙΚΟΥ	[381, 240, 624, 259]
article-paragraph: Ὁπωσδήποτε, μέχρις τοῦ ὁριστικοῦ πέρατος τῆς παρούσης κρίσεως πολὺς χρόνος θὰ παρέλθῃ, θὰ καταστῇ δὲ ἀπαραίτητος ἡ σύγκλησις τῆς Βουλῆς εἰς τὰς ὁποίας τὴν κρίσιν θὰ ὑποβληθῶσιν οἱ ὅροι τῆς εἰρήνης, ἐκτὸς ἐὰν εἶνε τοιοῦτοι, ὥστε νὰ ἀπαιτεῖται ἡ σύγκλησις ἐθνοσυνελεύσεως. Ἀλλ᾿ εἰς τὴν τελευταίαν ταύτην ἀνάγκην δὲν πιστεύομεν νὰ εὑρεθῶμεν.	[647, 1478, 902, 1660]
divider	[676, 914, 873, 915]
column-5	[1183, 91, 1455, 2123]
headline: ΤΟΥ ΥΠΟΥΡΓΙΚΟΥ ΣΥΜΒΟΥΛΙΟΥ	[113, 1505, 347, 1522]
divider	[948, 755, 1145, 756]
article-paragraph: Ἐξαίρει ὁ κ. Νικολαΐδης τὴν μεγάλην ἐκπολιτιστικὴν τῆς Ἑλλάδος ἀποστολὴν εἰς τὴν Ἀνατολὴν καὶ τονίζει ἰδιαιτέρως ὅτι τὸ μικρὸν βασίλειον εἶνε ὁ διαματοφύλαξ τῶν συμφερόντων τῶν πολυαρίθμων ἑλληνικῶν πληθυσμῶν ἐν Κρήτῃ, ἐν Ἠπείρῳ καὶ Θεσσαλίᾳ, τῆς Μακεδονίας, τῆς Θρᾴκης τῆς Μικρᾶς Ἀσίας.	[375, 1800, 629, 1966]
divider	[676, 1668, 873, 1669]
divider	[131, 1364, 329, 1365]
divider	[131, 1471, 329, 1472]
headline: ΤΟΥ ΕΝ ΚΡΗΤΗ ΣΤΡΑΤΟΥ	[1222, 612, 1417, 630]
headline: ΤΑ ΕΝ ΗΠΕΙΡΩ	[955, 1184, 1138, 1214]
headline: ΕΝ ΤΗ ΑΓΓΛΙΚΗ ΒΟΥΛΗ	[681, 680, 868, 699]
article-paragraph: Ἀνήκουστος, ἀκατανόητος ἀνεξήγητος εἶναι ἡ στάσις τῶν διαρκούσης τῆς μάχης τῆς Πλάκας τὰ πυροβόλα μας κατεθραύσαν δύο ἐχθρικὰ τοιαῦτα ἀπὸ Ἰμάμ Τζεσόσι. Τοῦρκοι ἀπέστειλαν ἱερεῖς Χριστιανοὺς εἰς Ἄρταν προσκαλοῦντες κατοίκους νὰ ἐπανέλθωσιν ἐπὶ ἀπειλῇ ἐμπρησμοῦ περιουσιῶν τῶν ἐν ἐναντίᾳ περιπτώσει. Οἱ Χριστιανοὶ ἠρνήθησαν.	[1192, 333, 1447, 548]
paper-name: ΕΜΠΡΟΣ	[1062, 46, 1231, 81]
article-paragraph: Ἡ Κυβέρνησις λαβοῦσα γνῶσιν τῆς ἐκθέσεως ταύτης διέταξε χθὲς τηλεγραφικῶς τὴν ἀνάκλησιν τοῦ Ταξιάρχου ἐνταῦθα, ἕνα θέλει ζητηθῇ αὐτῷ, ἣν θέσουσα ἀπολογία, καὶ τὴν ἀντικατάστασιν αὐτοῦ δι᾿ ἑνὸς τῶν ἀρχαιοτέρων ἐν τῷ στρατῷ τῆς Ἠπείρου Συνταγματαρχῶν, μέχρις οὗ ἀποσταλῇ ἐνταῦθα ἐν ἐνεργείᾳ ἡ τακτικὸς ἀντικαταστάτης τοῦ ἀνακληθέντος ταξιάρχου.	[919, 955, 1174, 1169]
